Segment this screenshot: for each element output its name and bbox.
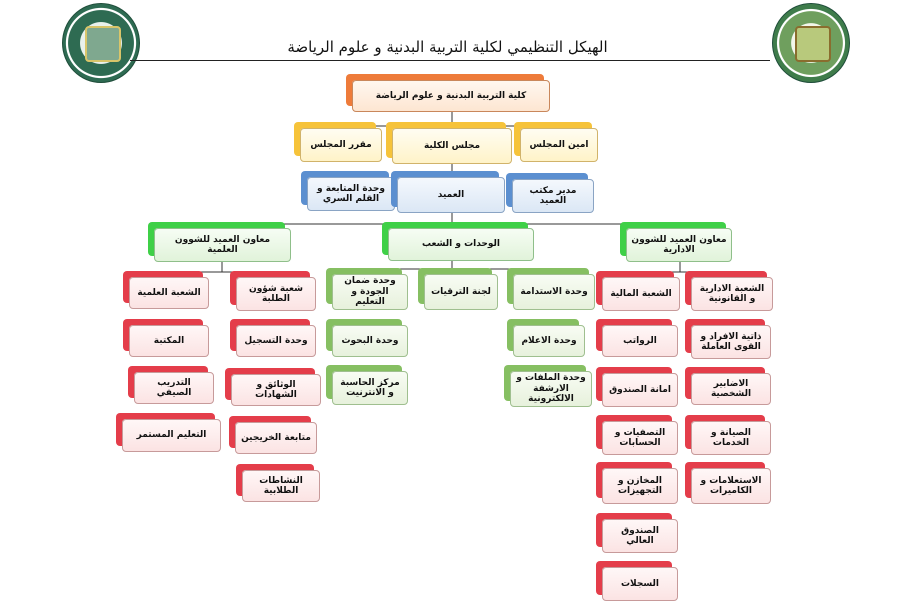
node-library: المكتبة [129, 325, 209, 357]
node-units-divisions: الوحدات و الشعب [388, 228, 534, 261]
node-continuing-education: التعليم المستمر [122, 419, 221, 452]
node-admin-affairs-assistant: معاون العميد للشوون الادارية [626, 228, 732, 262]
node-graduates-followup: متابعة الخريجين [235, 422, 317, 454]
node-finance-division: الشعبة المالية [602, 277, 680, 311]
node-personnel-hr: ذاتية الافراد و القوى العاملة [691, 325, 771, 359]
node-college: كلية التربية البدنية و علوم الرياضة [352, 80, 550, 112]
node-treasury: امانة الصندوق [602, 373, 678, 407]
node-dean: العميد [397, 177, 505, 213]
node-personal-files: الاضابير الشخصية [691, 373, 771, 405]
node-summer-training: التدريب الصيفي [134, 372, 214, 404]
node-admin-legal-division: الشعبة الادارية و القانونية [691, 277, 773, 311]
node-sustainability-unit: وحدة الاستدامة [513, 274, 595, 310]
page-title: الهيكل التنظيمي لكلية التربية البدنية و علوم الرياضة [287, 38, 608, 56]
node-maintenance-services: الصيانة و الخدمات [691, 421, 771, 455]
node-council-secretary: امين المجلس [520, 128, 598, 162]
node-salaries: الرواتب [602, 325, 678, 357]
node-scientific-affairs-assistant: معاون العميد للشوون العلمية [154, 228, 291, 262]
node-settlements-accounts: التصفيات و الحسابات [602, 421, 678, 455]
node-stores-equipment: المخازن و التجهيزات [602, 468, 678, 504]
node-dean-office-director: مدير مكتب العميد [512, 179, 594, 213]
node-followup-unit: وحدة المتابعة و القلم السري [307, 177, 395, 211]
node-media-unit: وحدة الاعلام [513, 325, 585, 357]
node-college-council: مجلس الكلية [392, 128, 512, 164]
node-inquiries-cameras: الاستعلامات و الكاميرات [691, 468, 771, 504]
node-student-affairs-division: شعبة شؤون الطلبة [236, 277, 316, 311]
node-student-activities: النشاطات الطلابية [242, 470, 320, 502]
node-research-unit: وحدة البحوث [332, 325, 408, 357]
node-registration-unit: وحدة التسجيل [236, 325, 316, 357]
node-quality-assurance-unit: وحدة ضمان الجودة و التعليم [332, 274, 408, 310]
node-computer-internet-center: مركز الحاسبة و الانترنيت [332, 371, 408, 405]
node-scientific-division: الشعبة العلمية [129, 277, 209, 309]
node-documents-certificates: الوثائق و الشهادات [231, 374, 321, 406]
node-promotions-committee: لجنة الترقيات [424, 274, 498, 310]
node-files-archiving-unit: وحدة الملفات و الارشفة الالكترونية [510, 371, 592, 407]
node-council-rapporteur: مقرر المجلس [300, 128, 382, 162]
node-records: السجلات [602, 567, 678, 601]
node-higher-fund: الصندوق العالي [602, 519, 678, 553]
